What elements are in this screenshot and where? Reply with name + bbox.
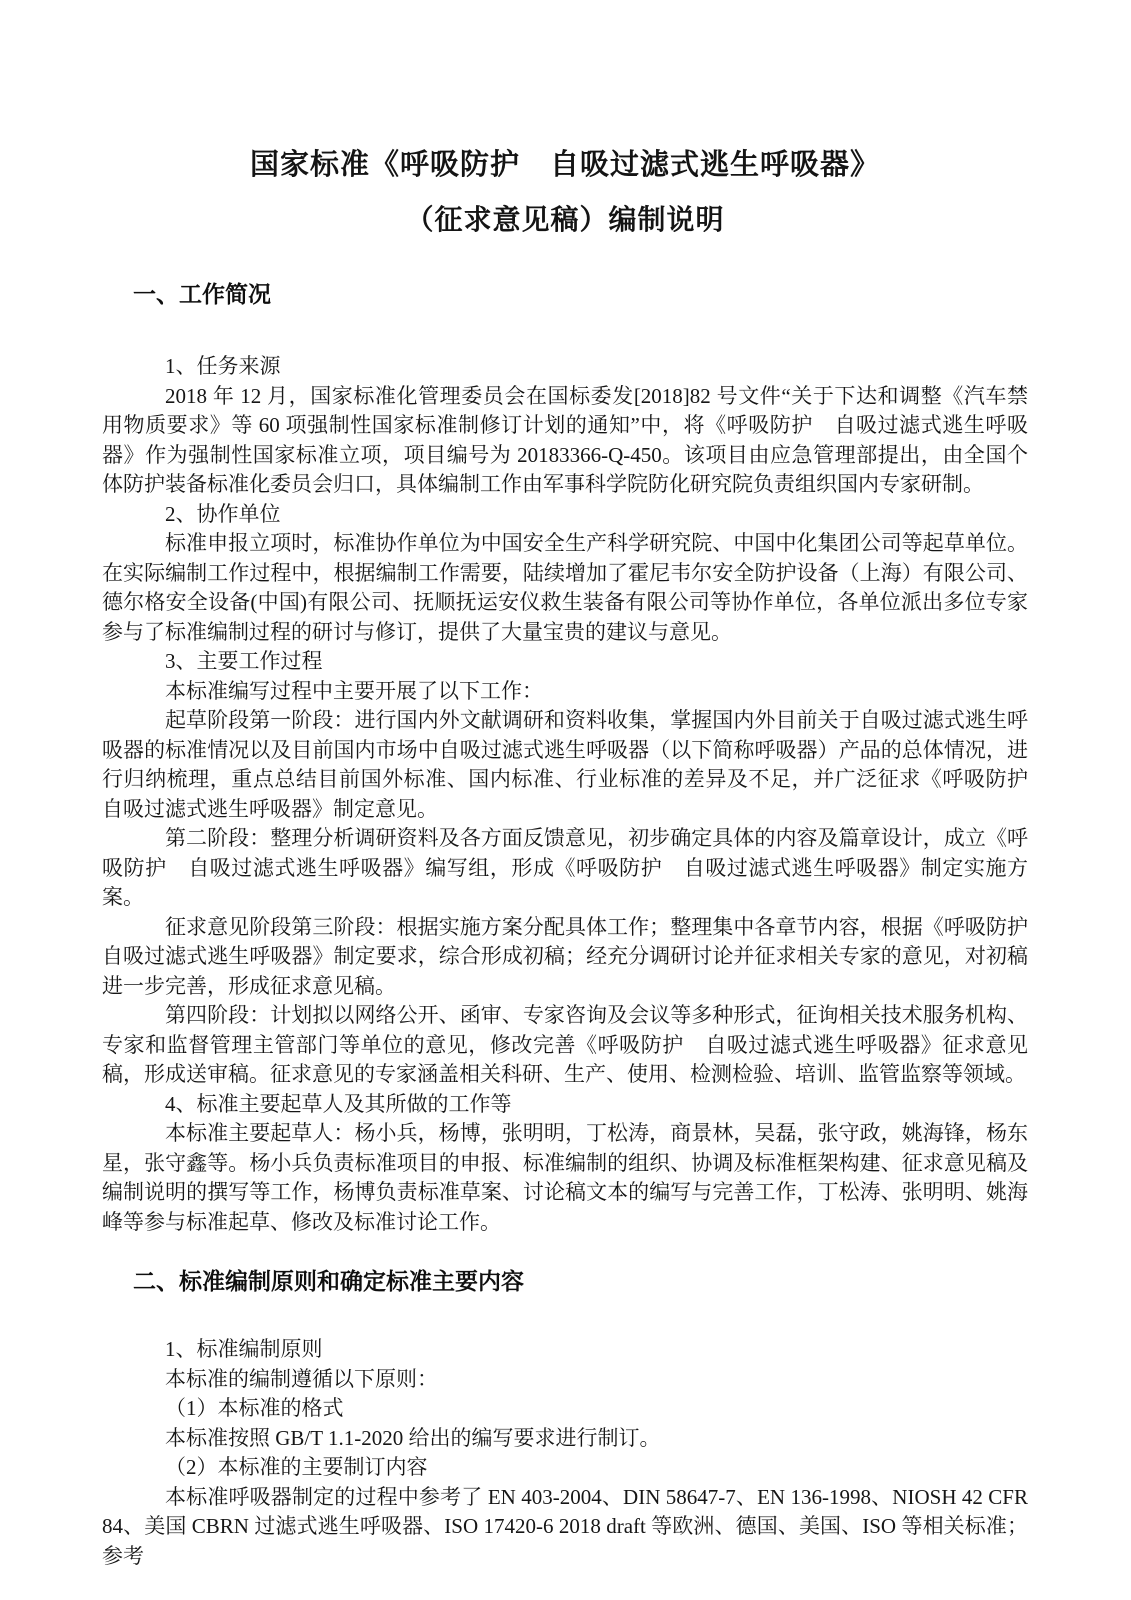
paragraph: 本标准呼吸器制定的过程中参考了 EN 403-2004、DIN 58647-7、EN 136-1998、NIOSH 42 CFR 84、美国 CBRN 过滤式逃生呼吸器、ISO 17420-6 2018 draft 等欧洲、德国、美国、ISO 等相关标准；参考	[102, 1484, 1028, 1568]
document-title-line1: 国家标准《呼吸防护 自吸过滤式逃生呼吸器》	[249, 149, 880, 181]
section-body-drafting-principles	[102, 1335, 1028, 1571]
paragraph: 征求意见阶段第三阶段：根据实施方案分配具体工作；整理集中各章节内容，根据《呼吸防护 自吸过滤式逃生呼吸器》制定要求，综合形成初稿；经充分调研讨论并征求相关专家的意见，对初稿进一步完善，形成征求意见稿。	[102, 914, 1049, 998]
paragraph: 4、标准主要起草人及其所做的工作等	[165, 1091, 512, 1116]
paragraph: 1、任务来源	[165, 354, 281, 378]
section-heading-drafting-principles: 二、标准编制原则和确定标准主要内容	[133, 1268, 524, 1294]
paragraph: 本标准的编制遵循以下原则：	[165, 1366, 438, 1391]
document-title-line2: （征求意见稿）编制说明	[405, 205, 725, 236]
paragraph: 1、标准编制原则	[165, 1337, 323, 1361]
paragraph: 本标准编写过程中主要开展了以下工作：	[165, 678, 543, 703]
section-heading-work-overview: 一、工作简况	[133, 281, 271, 307]
paragraph: 2、协作单位	[165, 501, 281, 526]
paragraph: （2）本标准的主要制订内容	[165, 1455, 428, 1479]
paragraph: （1）本标准的格式	[165, 1396, 344, 1420]
paragraph: 2018 年 12 月，国家标准化管理委员会在国标委发[2018]82 号文件“关于下达和调整《汽车禁用物质要求》等 60 项强制性国家标准制修订计划的通知”中，将《呼吸防护 自吸过滤式逃生呼吸器》作为强制性国家标准立项，项目编号为 20183366-Q-450。该项目由应急管理部提出，由全国个体防护装备标准化委员会归口，具体编制工作由军事科学院防化研究院负责组织国内专家研制。	[102, 383, 1028, 496]
paragraph: 本标准主要起草人：杨小兵，杨博，张明明，丁松涛，商景林，吴磊，张守政，姚海锋，杨东星，张守鑫等。杨小兵负责标准项目的申报、标准编制的组织、协调及标准框架构建、征求意见稿及编制说明的撰写等工作，杨博负责标准草案、讨论稿文本的编写与完善工作，丁松涛、张明明、姚海峰等参与标准起草、修改及标准讨论工作。	[102, 1121, 1028, 1234]
paragraph: 3、主要工作过程	[165, 649, 323, 673]
paragraph: 标准申报立项时，标准协作单位为中国安全生产科学研究院、中国中化集团公司等起草单位。在实际编制工作过程中，根据编制工作需要，陆续增加了霍尼韦尔安全防护设备（上海）有限公司、德尔格安全设备(中国)有限公司、抚顺抚运安仪救生装备有限公司等协作单位，各单位派出多位专家参与了标准编制过程的研讨与修订，提供了大量宝贵的建议与意见。	[102, 531, 1028, 644]
paragraph: 第二阶段：整理分析调研资料及各方面反馈意见，初步确定具体的内容及篇章设计，成立《呼吸防护 自吸过滤式逃生呼吸器》编写组，形成《呼吸防护 自吸过滤式逃生呼吸器》制定实施方案。	[102, 826, 1028, 909]
section-body-work-overview	[102, 352, 1049, 1237]
paragraph: 本标准按照 GB/T 1.1-2020 给出的编写要求进行制订。	[165, 1425, 661, 1450]
paragraph: 第四阶段：计划拟以网络公开、函审、专家咨询及会议等多种形式，征询相关技术服务机构、专家和监督管理主管部门等单位的意见，修改完善《呼吸防护 自吸过滤式逃生呼吸器》征求意见稿，形成送审稿。征求意见的专家涵盖相关科研、生产、使用、检测检验、培训、监管监察等领域。	[102, 1003, 1028, 1086]
paragraph: 起草阶段第一阶段：进行国内外文献调研和资料收集，掌握国内外目前关于自吸过滤式逃生呼吸器的标准情况以及目前国内市场中自吸过滤式逃生呼吸器（以下简称呼吸器）产品的总体情况，进行归纳梳理，重点总结目前国外标准、国内标准、行业标准的差异及不足，并广泛征求《呼吸防护 自吸过滤式逃生呼吸器》制定意见。	[102, 708, 1049, 821]
